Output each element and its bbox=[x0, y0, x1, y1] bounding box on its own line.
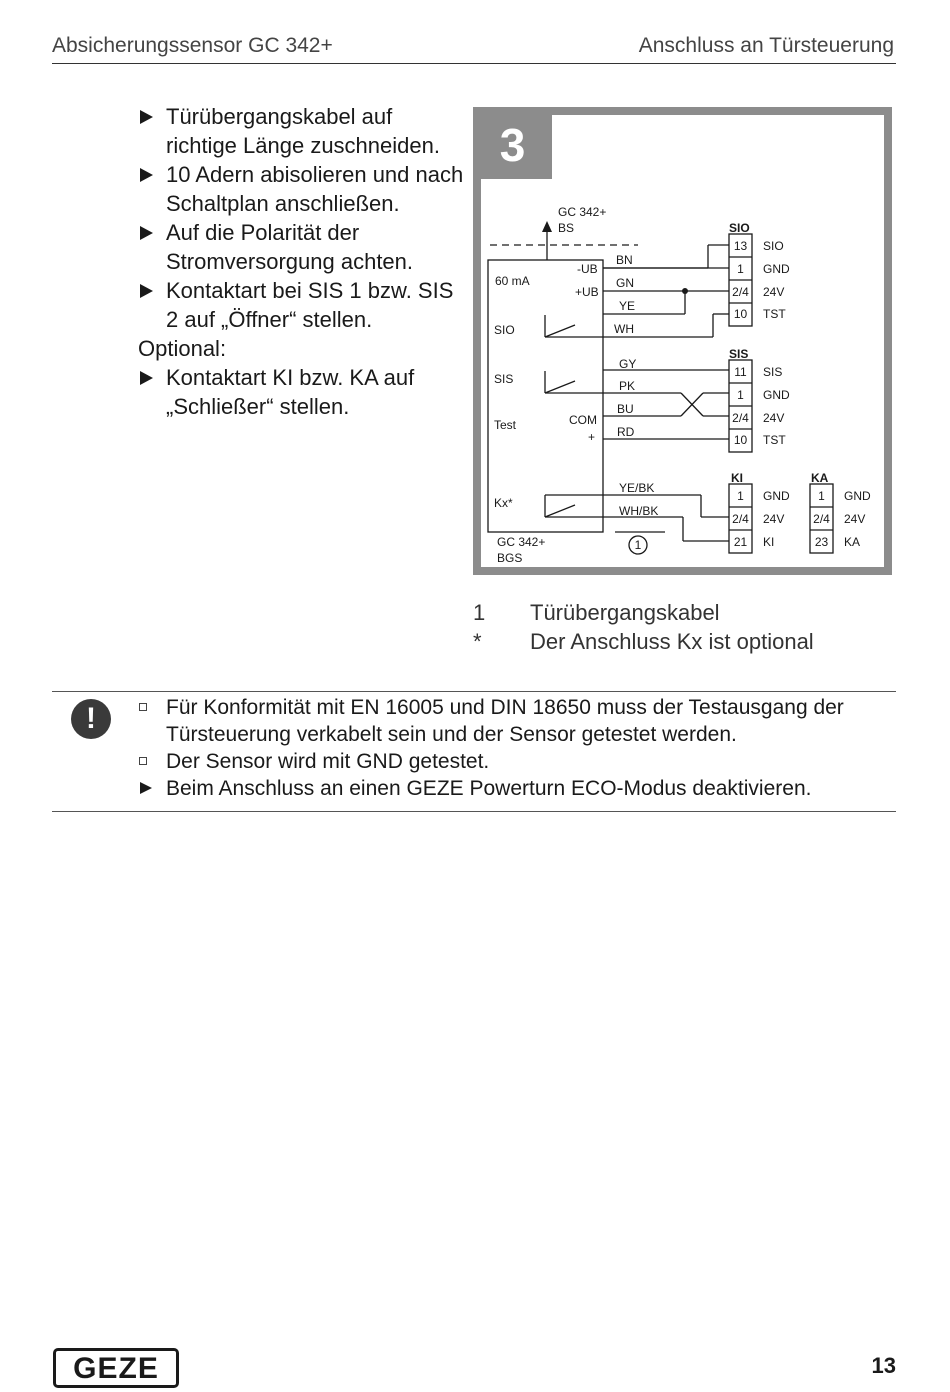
running-header-section: Anschluss an Türsteuerung bbox=[638, 34, 894, 57]
wire-label: PK bbox=[619, 379, 636, 393]
wiring-diagram bbox=[481, 115, 884, 567]
notice-item bbox=[138, 694, 878, 748]
geze-logo bbox=[53, 1348, 179, 1388]
notice-text: Der Sensor wird mit GND getestet. bbox=[166, 750, 490, 773]
notice-item bbox=[138, 775, 878, 802]
step-item bbox=[138, 218, 468, 276]
terminal-number: 1 bbox=[737, 388, 744, 402]
wire-label: RD bbox=[617, 425, 635, 439]
bs-label-line2: BS bbox=[558, 221, 575, 235]
terminal-signal: KI bbox=[763, 535, 775, 549]
terminal-signal: 24V bbox=[844, 512, 866, 526]
terminal-signal: GND bbox=[844, 489, 871, 503]
wire-label: BU bbox=[617, 402, 634, 416]
figure-legend bbox=[473, 598, 814, 656]
ka-block-title: KA bbox=[811, 471, 829, 485]
terminal-number: 1 bbox=[737, 489, 744, 503]
header-rule bbox=[52, 63, 896, 64]
arrow-bullet-icon bbox=[140, 110, 153, 124]
notice-text: Beim Anschluss an einen GEZE Powerturn ECO-Modus deaktivieren. bbox=[166, 777, 812, 800]
bgs-label-line2: BGS bbox=[497, 551, 523, 565]
terminal-number: 1 bbox=[737, 262, 744, 276]
sensor-box bbox=[488, 260, 603, 532]
terminal-number: 13 bbox=[733, 239, 748, 253]
terminal-signal: 24V bbox=[763, 512, 785, 526]
terminal-signal: GND bbox=[763, 489, 790, 503]
plus-ub-label: +UB bbox=[575, 285, 599, 299]
sio-block-title: SIO bbox=[729, 221, 750, 235]
terminal-signal: KA bbox=[844, 535, 861, 549]
sis-block-title: SIS bbox=[729, 347, 749, 361]
terminal-number: 2/4 bbox=[732, 285, 749, 299]
plus-label: + bbox=[588, 430, 596, 444]
notice-rule-bottom bbox=[52, 811, 896, 812]
terminal-signal: SIS bbox=[763, 365, 783, 379]
logo-text: GEZE bbox=[73, 1352, 159, 1385]
instruction-steps bbox=[138, 102, 468, 421]
legend-key: 1 bbox=[473, 600, 486, 625]
legend-text: Der Anschluss Kx ist optional bbox=[530, 629, 814, 654]
junction-dot bbox=[682, 288, 688, 294]
step-text: Kontaktart bei SIS 1 bzw. SIS 2 auf „Öffner“ stellen. bbox=[166, 278, 454, 332]
running-header-title: Absicherungssensor GC 342+ bbox=[52, 34, 333, 57]
step-item bbox=[138, 363, 468, 421]
wire-label: YE bbox=[619, 299, 636, 313]
step-text: 10 Adern abisolieren und nach Schaltplan anschließen. bbox=[166, 162, 464, 216]
terminal-signal: GND bbox=[763, 388, 790, 402]
figure-number: 3 bbox=[473, 107, 552, 179]
step-text: Kontaktart KI bzw. KA auf „Schließer“ stellen. bbox=[166, 365, 415, 419]
wire-label: GN bbox=[616, 276, 634, 290]
notice-item bbox=[138, 748, 878, 775]
arrow-bullet-icon bbox=[140, 168, 153, 182]
test-left-label: Test bbox=[494, 418, 517, 432]
kx-left-label: Kx* bbox=[494, 496, 513, 510]
terminal-number: 2/4 bbox=[813, 512, 830, 526]
notice-text: Für Konformität mit EN 16005 und DIN 18650 muss der Testausgang der Türsteuerung verkabelt sein und der Sensor getestet werden. bbox=[166, 696, 844, 746]
minus-ub-label: -UB bbox=[577, 262, 598, 276]
terminal-number: 23 bbox=[814, 535, 829, 549]
terminal-number: 10 bbox=[733, 433, 748, 447]
terminal-signal: 24V bbox=[763, 411, 785, 425]
notice-rule-top bbox=[52, 691, 896, 692]
wire-label: WH/BK bbox=[619, 504, 659, 518]
arrow-bullet-icon bbox=[140, 226, 153, 240]
arrow-up-icon bbox=[542, 221, 552, 232]
page-number: 13 bbox=[871, 1353, 896, 1378]
current-label: 60 mA bbox=[495, 274, 530, 288]
sis-left-label: SIS bbox=[494, 372, 514, 386]
terminal-signal: SIO bbox=[763, 239, 784, 253]
step-text: Auf die Polarität der Stromversorgung achten. bbox=[166, 220, 414, 274]
square-bullet-icon bbox=[139, 757, 147, 765]
legend-text: Türübergangskabel bbox=[530, 600, 720, 625]
legend-row bbox=[473, 598, 814, 627]
com-label: COM bbox=[569, 413, 597, 427]
terminal-number: 21 bbox=[733, 535, 748, 549]
bs-label-line1: GC 342+ bbox=[558, 205, 607, 219]
terminal-number: 2/4 bbox=[732, 512, 749, 526]
terminal-number: 1 bbox=[818, 489, 825, 503]
step-text: Türübergangskabel auf richtige Länge zuschneiden. bbox=[166, 104, 440, 158]
legend-key: * bbox=[473, 629, 482, 654]
terminal-signal: TST bbox=[763, 307, 786, 321]
wire-label: YE/BK bbox=[619, 481, 655, 495]
wire-label: WH bbox=[614, 322, 634, 336]
step-item bbox=[138, 160, 468, 218]
cable-callout-number: 1 bbox=[634, 538, 642, 552]
arrow-bullet-icon bbox=[140, 782, 152, 794]
legend-row bbox=[473, 627, 814, 656]
wire-label: BN bbox=[616, 253, 633, 267]
terminal-number: 10 bbox=[733, 307, 748, 321]
arrow-bullet-icon bbox=[140, 284, 153, 298]
ki-block-title: KI bbox=[731, 471, 743, 485]
optional-label: Optional: bbox=[138, 336, 227, 361]
notice-list bbox=[138, 694, 878, 802]
exclamation-warning-icon: ! bbox=[71, 699, 111, 739]
sio-left-label: SIO bbox=[494, 323, 515, 337]
arrow-bullet-icon bbox=[140, 371, 153, 385]
bgs-label-line1: GC 342+ bbox=[497, 535, 546, 549]
terminal-signal: 24V bbox=[763, 285, 785, 299]
terminal-number: 11 bbox=[734, 365, 747, 379]
terminal-signal: TST bbox=[763, 433, 786, 447]
wire-label: GY bbox=[619, 357, 637, 371]
square-bullet-icon bbox=[139, 703, 147, 711]
terminal-number: 2/4 bbox=[732, 411, 749, 425]
step-item bbox=[138, 102, 468, 160]
step-item bbox=[138, 276, 468, 334]
terminal-signal: GND bbox=[763, 262, 790, 276]
